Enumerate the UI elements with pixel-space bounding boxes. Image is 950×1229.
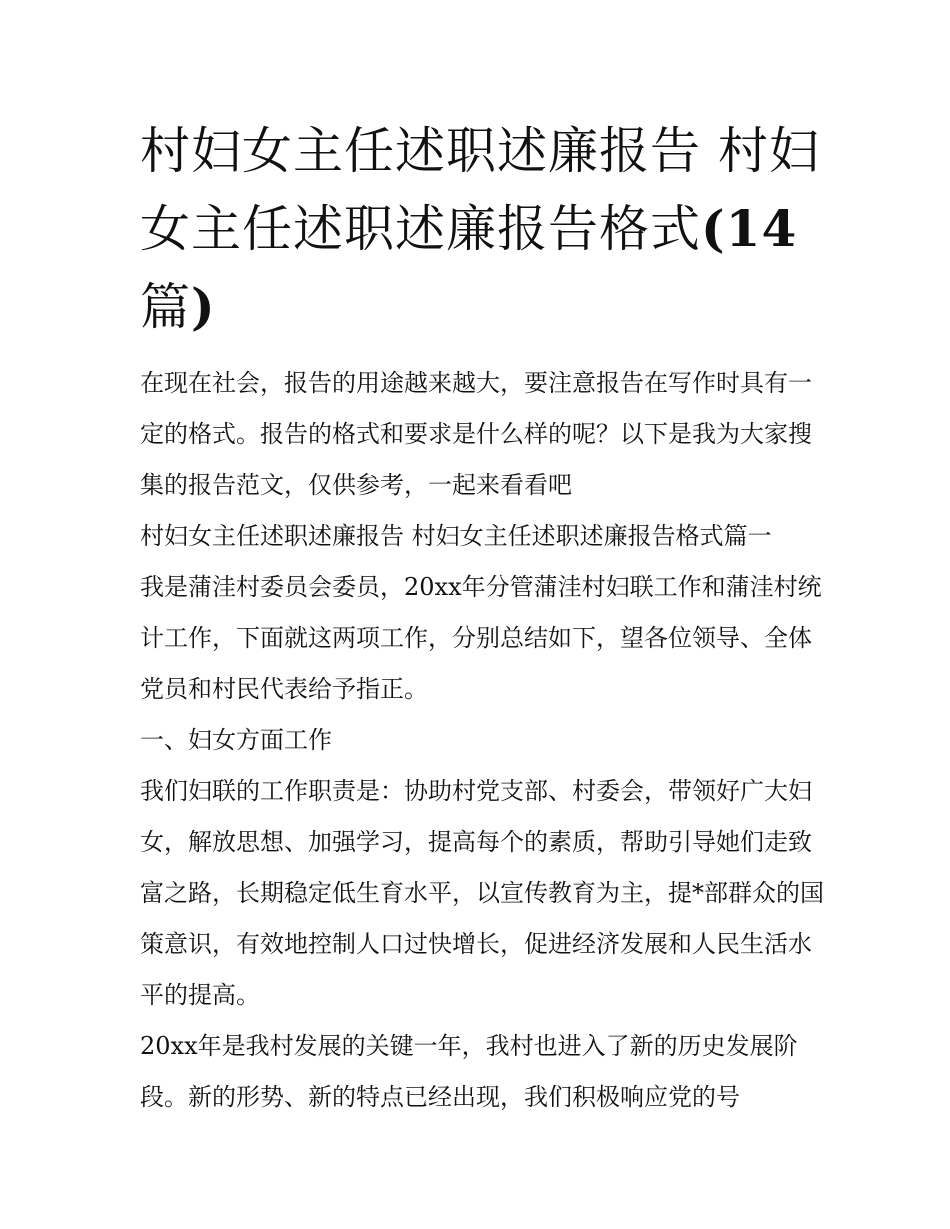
section-heading: 村妇女主任述职述廉报告 村妇女主任述职述廉报告格式篇一: [140, 522, 772, 550]
intro-paragraph: 在现在社会，报告的用途越来越大，要注意报告在写作时具有一定的格式。报告的格式和要求是什么样的呢？以下是我为大家搜集的报告范文，仅供参考，一起来看看吧: [140, 369, 812, 499]
body-paragraph: 我是蒲洼村委员会委员，20xx年分管蒲洼村妇联工作和蒲洼村统计工作，下面就这两项工作，分别总结如下，望各位领导、全体党员和村民代表给予指正。: [140, 573, 822, 703]
subsection-heading: 一、妇女方面工作: [140, 726, 332, 754]
title-line-3-tail: ): [191, 277, 216, 336]
body-paragraph: 20xx年是我村发展的关键一年，我村也进入了新的历史发展阶段。新的形势、新的特点已经出现，我们积极响应党的号: [140, 1032, 798, 1111]
document-title: [140, 112, 830, 346]
title-line-2: 女主任述职述廉报告格式: [140, 200, 701, 258]
title-line-2-tail: (14: [701, 199, 798, 258]
document-content: [140, 112, 830, 1123]
title-line-1: 村妇女主任述职述廉报告 村妇: [140, 122, 820, 180]
title-line-3: 篇: [140, 278, 191, 336]
body-paragraph: 我们妇联的工作职责是：协助村党支部、村委会，带领好广大妇女，解放思想、加强学习，提高每个的素质，帮助引导她们走致富之路，长期稳定低生育水平，以宣传教育为主，提*部群众的国策意识，有效地控制人口过快增长，促进经济发展和人民生活水平的提高。: [140, 777, 824, 1009]
document-body: [140, 358, 830, 1123]
